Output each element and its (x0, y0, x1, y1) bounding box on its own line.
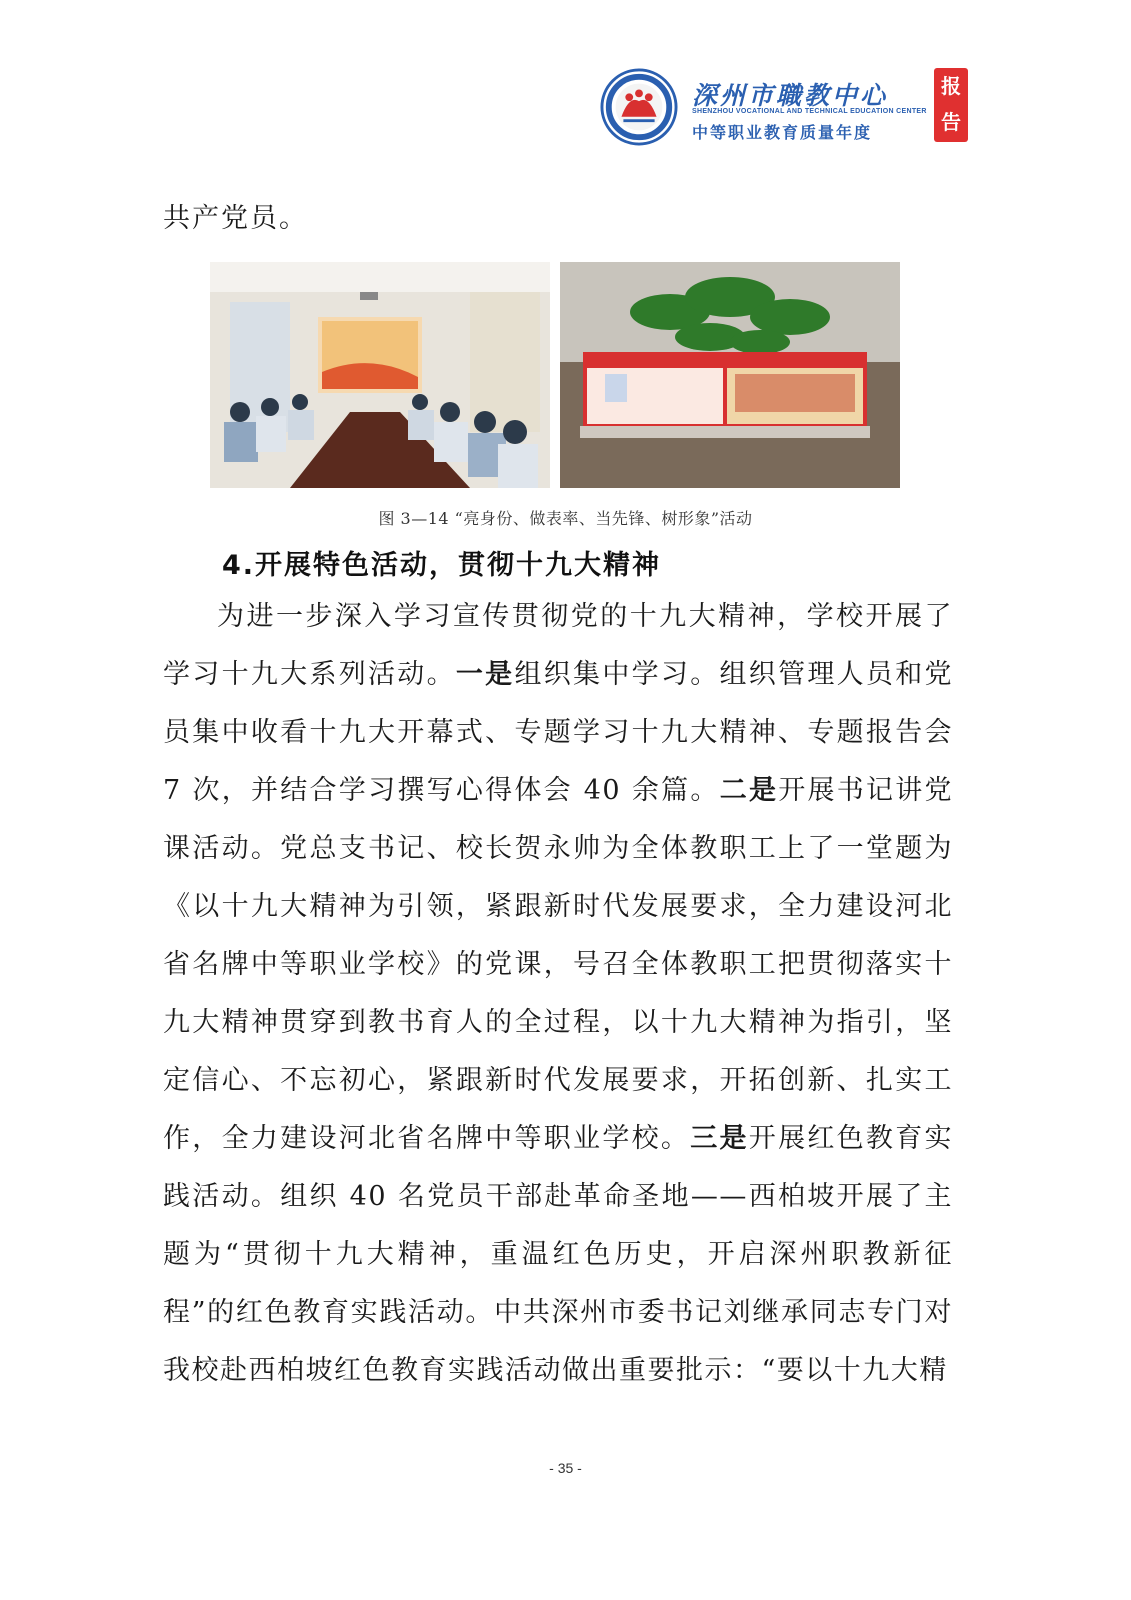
nameplate-photo (560, 262, 900, 488)
badge-char-top: 报 (941, 74, 961, 98)
report-badge (934, 68, 968, 142)
page-number: - 35 - (549, 1460, 582, 1476)
brand-english-name: SHENZHOU VOCATIONAL AND TECHNICAL EDUCATION CENTER (692, 108, 927, 115)
section-heading: 4.开展特色活动，贯彻十九大精神 (222, 550, 662, 581)
paragraph-text (163, 588, 953, 1400)
emphasis-run: 二是 (719, 775, 779, 806)
school-logo-icon (600, 68, 678, 146)
brand-name: 深州市職教中心 (692, 81, 889, 110)
text-run: 开展红色教育实践活动。组织 40 名党员干部赴革命圣地——西柏坡开展了主题为“贯彻十九大精神，重温红色历史，开启深州职教新征程”的红色教育实践活动。中共深州市委书记刘继承同志专门对我校赴西柏坡红色教育实践活动做出重要批示：“要以十九大精 (163, 1123, 954, 1386)
meeting-photo (210, 262, 550, 488)
lead-line: 共产党员。 (163, 203, 308, 234)
text-run: 开展书记讲党课活动。党总支书记、校长贺永帅为全体教职工上了一堂题为《以十九大精神为引领，紧跟新时代发展要求，全力建设河北省名牌中等职业学校》的党课，号召全体教职工把贯彻落实十九大精神贯穿到教书育人的全过程，以十九大精神为指引，坚定信心、不忘初心，紧跟新时代发展要求，开拓创新、扎实工作，全力建设河北省名牌中等职业学校。 (163, 775, 953, 1154)
page-header (600, 66, 970, 146)
report-subtitle: 中等职业教育质量年度 (692, 123, 873, 142)
text-run: 组织集中学习。组织管理人员和党员集中收看十九大开幕式、专题学习十九大精神、专题报告会 7 次，并结合学习撰写心得体会 40 余篇。 (163, 659, 954, 806)
text-run: 为进一步深入学习宣传贯彻党的十九大精神，学校开展了学习十九大系列活动。 (163, 601, 953, 690)
figure-caption: 图 3—14 “亮身份、做表率、当先锋、树形象”活动 (378, 509, 753, 528)
emphasis-run: 一是 (455, 659, 515, 690)
body-paragraph (163, 588, 953, 1400)
emphasis-run: 三是 (690, 1123, 749, 1154)
badge-char-bottom: 告 (941, 110, 961, 134)
